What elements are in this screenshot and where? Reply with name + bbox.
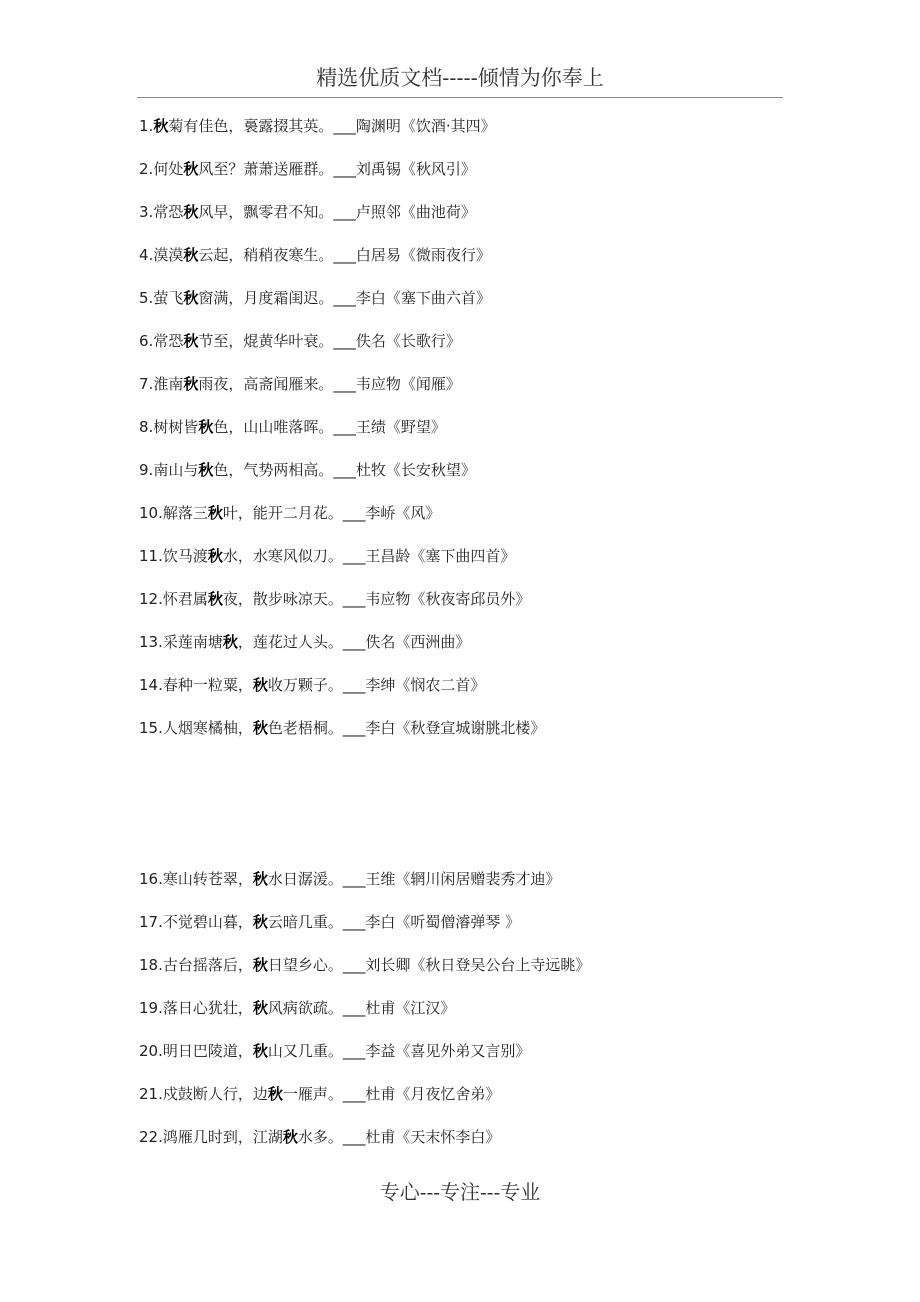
- line-text-after: 收万颗子。___李绅《悯农二首》: [267, 676, 486, 694]
- line-number: 8.: [139, 418, 154, 436]
- line-text-before: 怀君属: [162, 590, 208, 608]
- line-number: 17.: [139, 913, 163, 931]
- line-text-before: 何处: [153, 160, 184, 178]
- line-text-before: 淮南: [153, 375, 184, 393]
- poem-line: [139, 589, 530, 609]
- line-number: 12.: [139, 590, 163, 608]
- line-text-before: 饮马渡: [162, 547, 208, 565]
- poem-line: [139, 460, 476, 480]
- line-text-after: 云暗几重。___李白《听蜀僧濬弹琴 》: [267, 913, 521, 931]
- line-number: 21.: [139, 1085, 163, 1103]
- highlighted-character: 秋: [183, 160, 199, 178]
- line-number: 4.: [139, 246, 154, 264]
- highlighted-character: 秋: [153, 117, 169, 135]
- line-text-before: 常恐: [153, 332, 184, 350]
- highlighted-character: 秋: [252, 999, 268, 1017]
- poem-line: [139, 1084, 500, 1104]
- poem-line: [139, 288, 491, 308]
- poem-line: [139, 955, 590, 975]
- highlighted-character: 秋: [252, 913, 268, 931]
- line-text-after: 风至？萧萧送雁群。___刘禹锡《秋风引》: [198, 160, 476, 178]
- highlighted-character: 秋: [252, 719, 268, 737]
- line-text-before: 鸿雁几时到，江湖: [162, 1128, 283, 1146]
- line-text-before: 采莲南塘: [162, 633, 223, 651]
- line-text-after: 日望乡心。___刘长卿《秋日登吴公台上寺远眺》: [267, 956, 591, 974]
- highlighted-character: 秋: [183, 246, 199, 264]
- line-number: 13.: [139, 633, 163, 651]
- poem-line: [139, 632, 470, 652]
- line-number: 22.: [139, 1128, 163, 1146]
- highlighted-character: 秋: [252, 956, 268, 974]
- poem-line: [139, 202, 476, 222]
- line-text-after: 水，水寒风似刀。___王昌龄《塞下曲四首》: [222, 547, 516, 565]
- line-text-after: 色，山山唯落晖。___王绩《野望》: [213, 418, 446, 436]
- highlighted-character: 秋: [183, 332, 199, 350]
- poem-line: [139, 1041, 530, 1061]
- line-text-after: 风早，飘零君不知。___卢照邻《曲池荷》: [198, 203, 476, 221]
- poem-line: [139, 718, 545, 738]
- line-number: 18.: [139, 956, 163, 974]
- highlighted-character: 秋: [183, 289, 199, 307]
- highlighted-character: 秋: [183, 375, 199, 393]
- highlighted-character: 秋: [252, 1042, 268, 1060]
- poem-line: [139, 245, 491, 265]
- poem-line: [139, 912, 520, 932]
- poem-line: [139, 374, 461, 394]
- line-text-after: 色老梧桐。___李白《秋登宣城谢朓北楼》: [267, 719, 546, 737]
- line-number: 20.: [139, 1042, 163, 1060]
- line-text-before: 不觉碧山暮，: [162, 913, 253, 931]
- line-text-after: 节至，焜黄华叶衰。___佚名《长歌行》: [198, 332, 461, 350]
- line-number: 9.: [139, 461, 154, 479]
- line-text-after: 叶，能开二月花。___李峤《风》: [222, 504, 441, 522]
- highlighted-character: 秋: [207, 547, 223, 565]
- line-text-before: 常恐: [153, 203, 184, 221]
- highlighted-character: 秋: [252, 870, 268, 888]
- line-text-after: 水多。___杜甫《天末怀李白》: [297, 1128, 501, 1146]
- line-text-after: ，莲花过人头。___佚名《西洲曲》: [237, 633, 471, 651]
- line-number: 7.: [139, 375, 154, 393]
- line-number: 11.: [139, 547, 163, 565]
- line-text-before: 戍鼓断人行，边: [162, 1085, 268, 1103]
- line-number: 2.: [139, 160, 154, 178]
- highlighted-character: 秋: [198, 461, 214, 479]
- highlighted-character: 秋: [267, 1085, 283, 1103]
- line-number: 6.: [139, 332, 154, 350]
- line-text-before: 南山与: [153, 461, 199, 479]
- line-text-before: 落日心犹壮，: [162, 999, 253, 1017]
- line-text-before: 树树皆: [153, 418, 199, 436]
- highlighted-character: 秋: [252, 676, 268, 694]
- highlighted-character: 秋: [207, 590, 223, 608]
- line-text-after: 一雁声。___杜甫《月夜忆舍弟》: [282, 1085, 501, 1103]
- line-number: 15.: [139, 719, 163, 737]
- poem-line: [139, 417, 446, 437]
- line-text-after: 窗满，月度霜闺迟。___李白《塞下曲六首》: [198, 289, 491, 307]
- highlighted-character: 秋: [198, 418, 214, 436]
- line-number: 10.: [139, 504, 163, 522]
- highlighted-character: 秋: [183, 203, 199, 221]
- poem-line: [139, 998, 455, 1018]
- line-text-after: 云起，稍稍夜寒生。___白居易《微雨夜行》: [198, 246, 491, 264]
- poem-line: [139, 675, 485, 695]
- line-text-before: 漠漠: [153, 246, 184, 264]
- line-text-after: 色，气势两相高。___杜牧《长安秋望》: [213, 461, 476, 479]
- line-number: 1.: [139, 117, 154, 135]
- highlighted-character: 秋: [207, 504, 223, 522]
- line-text-after: 水日潺湲。___王维《辋川闲居赠裴秀才迪》: [267, 870, 561, 888]
- page-header-title: 精选优质文档-----倾情为你奉上: [316, 66, 604, 90]
- line-number: 3.: [139, 203, 154, 221]
- highlighted-character: 秋: [222, 633, 238, 651]
- line-text-before: 古台摇落后，: [162, 956, 253, 974]
- poem-line: [139, 546, 515, 566]
- line-text-before: 萤飞: [153, 289, 184, 307]
- line-number: 14.: [139, 676, 163, 694]
- line-text-before: 解落三: [162, 504, 208, 522]
- poem-line: [139, 503, 440, 523]
- poem-line: [139, 116, 496, 136]
- page-footer-text: 专心---专注---专业: [379, 1180, 541, 1204]
- line-text-after: 夜，散步咏凉天。___韦应物《秋夜寄邱员外》: [222, 590, 531, 608]
- line-text-after: 山又几重。___李益《喜见外弟又言别》: [267, 1042, 531, 1060]
- line-text-after: 风病欲疏。___杜甫《江汉》: [267, 999, 456, 1017]
- poem-line: [139, 1127, 500, 1147]
- line-text-after: 菊有佳色，裛露掇其英。___陶渊明《饮酒·其四》: [168, 117, 496, 135]
- line-text-before: 人烟寒橘柚，: [162, 719, 253, 737]
- line-number: 16.: [139, 870, 163, 888]
- poem-line: [139, 331, 461, 351]
- line-number: 5.: [139, 289, 154, 307]
- line-text-before: 春种一粒粟，: [162, 676, 253, 694]
- poem-line: [139, 869, 560, 889]
- highlighted-character: 秋: [282, 1128, 298, 1146]
- line-number: 19.: [139, 999, 163, 1017]
- header-divider: [137, 97, 783, 98]
- line-text-before: 寒山转苍翠，: [162, 870, 253, 888]
- poem-line: [139, 159, 476, 179]
- line-text-before: 明日巴陵道，: [162, 1042, 253, 1060]
- line-text-after: 雨夜，高斋闻雁来。___韦应物《闻雁》: [198, 375, 461, 393]
